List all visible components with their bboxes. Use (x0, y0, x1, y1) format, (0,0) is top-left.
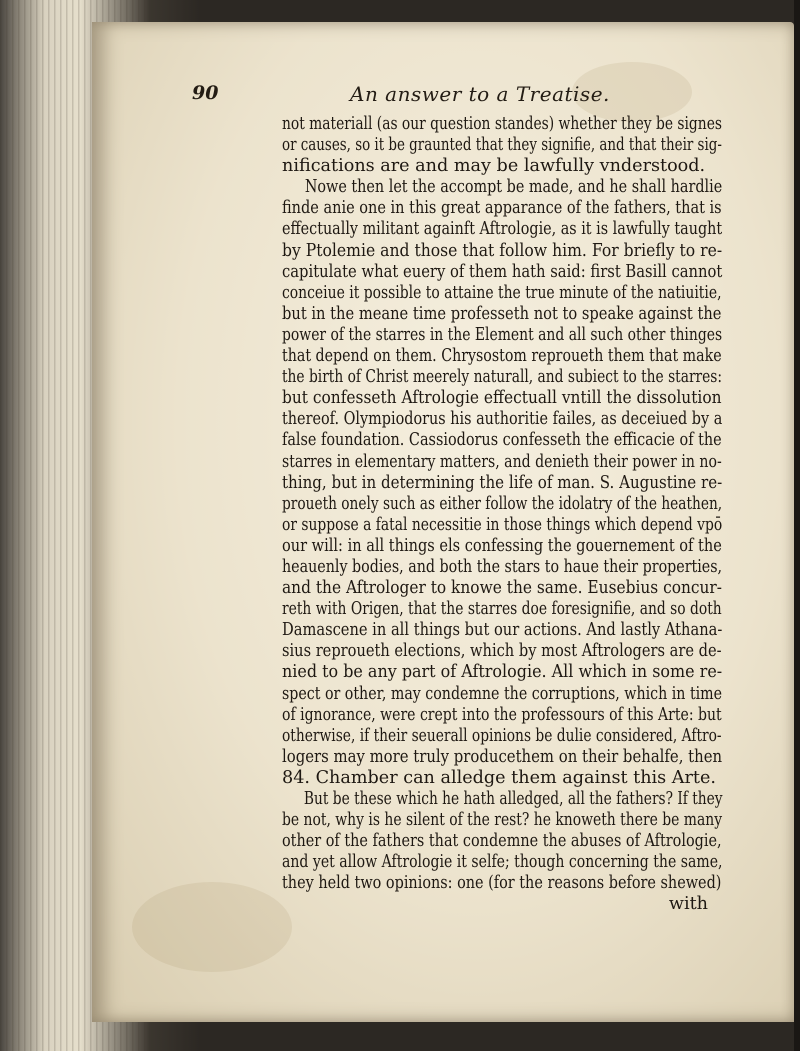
text-line: nied to be any part of Aftrologie. All which in some re- (282, 662, 723, 683)
page-header (182, 82, 742, 114)
text-line: and the Aftrologer to knowe the same. Eusebius concur- (282, 578, 722, 599)
right-edge-shadow (794, 0, 800, 1051)
text-line: other of the fathers that condemne the abuses of Aftrologie, (282, 831, 722, 852)
body-text (282, 114, 722, 916)
text-line: capitulate what euery of them hath said: first Basill cannot (282, 261, 723, 282)
text-line: they held two opinions: one (for the reasons before shewed) (282, 873, 722, 894)
text-line: Damascene in all things but our actions. And lastly Athana- (282, 620, 723, 641)
text-line: by Ptolemie and those that follow him. For briefly to re- (282, 240, 723, 261)
running-head: An answer to a Treatise. (350, 82, 610, 106)
text-line: our will: in all things els confessing the gouernement of the (282, 535, 722, 556)
page-stain (132, 882, 292, 972)
text-line: But be these which he hath alledged, all the fathers? If they (303, 789, 723, 809)
text-line: thereof. Olympiodorus his authoritie failes, as deceiued by a (282, 409, 723, 430)
text-line: the birth of Christ meerely naturall, and subiect to the starres: (282, 367, 723, 388)
text-line: spect or other, may condemne the corruptions, which in time (282, 683, 723, 704)
text-line: but confesseth Aftrologie effectuall vntill the dissolution (282, 388, 722, 409)
text-line: and yet allow Aftrologie it selfe; though concerning the same, (282, 852, 723, 873)
text-line: 84. Chamber can alledge them against this Arte. (282, 767, 716, 788)
text-line: false foundation. Cassiodorus confesseth the efficacie of the (282, 430, 722, 451)
text-line: starres in elementary matters, and denieth their power in no- (282, 451, 722, 472)
text-line: conceiue it possible to attaine the true minute of the natiuitie, (282, 282, 722, 303)
text-line: nifications are and may be lawfully vnderstood. (282, 156, 706, 177)
catchword: with (668, 894, 708, 915)
text-line: that depend on them. Chrysostom reproueth them that make (282, 346, 722, 367)
text-line: or causes, so it be graunted that they signifie, and that their sig- (282, 135, 722, 156)
text-line: thing, but in determining the life of man. S. Augustine re- (282, 472, 723, 493)
text-line: heauenly bodies, and both the stars to haue their properties, (282, 556, 723, 577)
text-line: of ignorance, were crept into the professours of this Arte: but (282, 704, 722, 725)
text-line: effectually militant againft Aftrologie, as it is lawfully taught (282, 219, 723, 240)
text-line: be not, why is he silent of the rest? he knoweth there be many (282, 810, 723, 831)
text-line: power of the starres in the Element and all such other thinges (282, 324, 723, 345)
text-line: finde anie one in this great apparance of the fathers, that is (282, 198, 722, 219)
text-line: sius reproueth elections, which by most Aftrologers are de- (282, 641, 722, 662)
text-line: not materiall (as our question standes) whether they be signes (282, 114, 722, 134)
text-line: but in the meane time professeth not to speake against the (282, 303, 722, 324)
text-line: proueth onely such as either follow the idolatry of the heathen, (282, 493, 723, 514)
text-line: otherwise, if their seuerall opinions be dulie considered, Aftro- (282, 725, 722, 746)
text-line: reth with Origen, that the starres doe foresignifie, and so doth (282, 599, 722, 620)
text-line: logers may more truly producethem on their behalfe, then (282, 746, 723, 767)
text-line: or suppose a fatal necessitie in those things which depend vpō (282, 514, 723, 535)
text-line: Nowe then let the accompt be made, and he shall hardlie (304, 177, 723, 198)
page-number: 90 (192, 82, 219, 104)
